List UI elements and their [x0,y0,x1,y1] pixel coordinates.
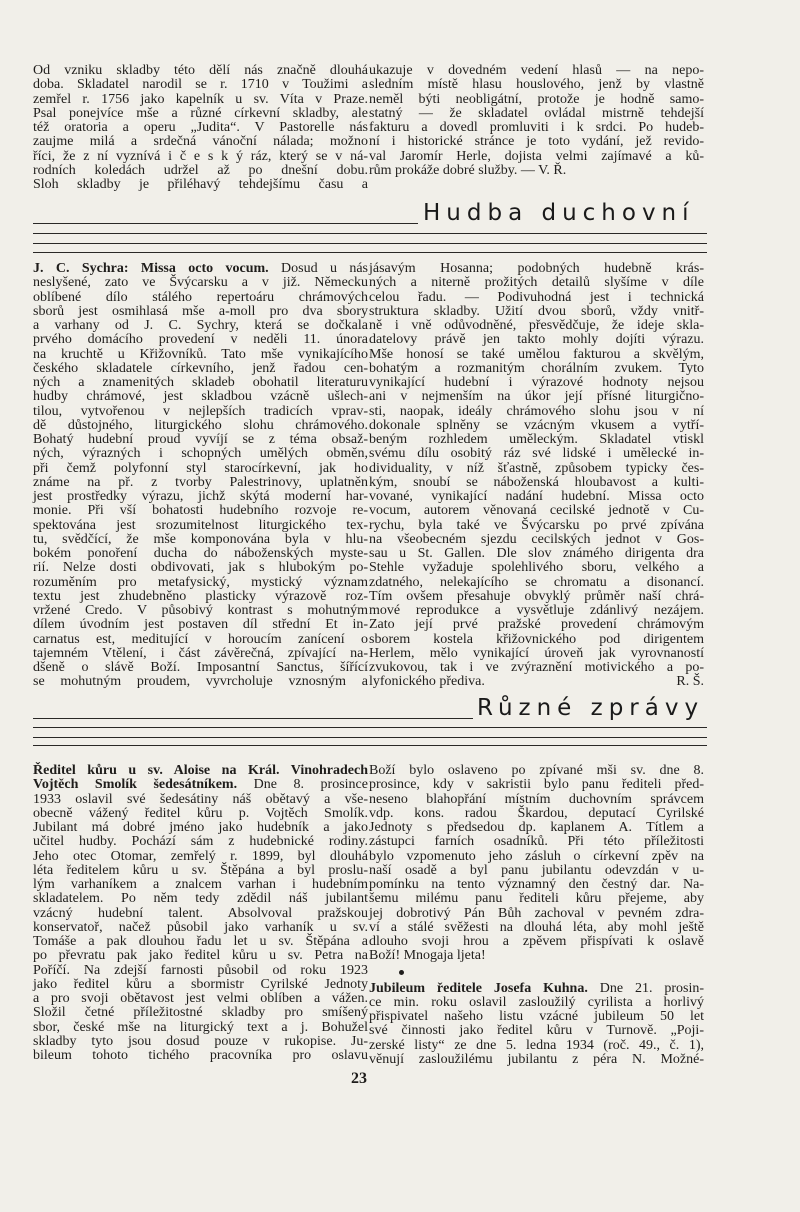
line-text: vržené Credo. V působivý kontrast s mohutným [33,603,368,618]
section-heading-ruzne-zpravy: Různé zprávy [477,695,705,721]
line-text: Sloh skladby je přiléhavý tehdejšímu času a [33,177,368,192]
text-line [33,93,368,107]
line-text: ukazuje v dovedném vedení hlasů — na nepo- [369,63,704,78]
top-right-column [369,64,704,178]
line-text: bileum tohoto tichého pracovníka pro oslavu [33,1048,368,1063]
line-text: sti, naopak, ideály chrámového slohu jsou v ní [369,403,704,419]
line-text: skladatelem. Po něm tedy zdědil náš jubilant [33,891,368,907]
line-text: zástupci farních osadníků. Při této příležitosti [369,834,704,850]
line-text: rychu, byla také ve Švýcarsku po prvé zpívána [369,517,704,533]
text-line [369,633,704,647]
line-text: sau u St. Gallen. Dle slov známého dirigenta dra [369,546,704,561]
top-left-column [33,64,368,192]
text-line [33,547,368,561]
line-text: Stehle vyžaduje spolehlivého sboru, velkého a [369,560,704,576]
line-text: Dne 8. prosince [237,777,368,793]
line-text: vynikající hudební i výrazové hodnoty nejsou [369,375,704,390]
text-line [369,590,704,604]
line-text: sledním místě hlasu houslového, jenž by vlastně [369,77,704,93]
line-text: se mohutným proudem, vyvrcholuje vznosným a [33,674,368,690]
line-text: zemřel r. 1756 jako kapelník u sv. Víta v Praze. [33,91,368,107]
line-text: carnatus est, meditující v horoucím zanícení o [33,631,368,647]
text-line [369,935,704,949]
line-text: beným rozhledem uměleckým. Skladatel vtiskl [369,432,704,447]
news-right-column [369,764,704,1067]
heading-rule [33,233,707,234]
text-line [369,547,704,561]
text-line [369,262,704,276]
line-text: Poříčí. Na zdejší farnosti působil od roku 1923 [33,962,368,978]
text-line [33,476,368,490]
text-line [33,807,368,821]
line-text: ce min. roku oslavil zasloužilý cyrilista a horlivý [369,994,704,1010]
text-line [33,764,368,778]
news-left-column [33,764,368,1063]
line-text: Složil četné příležitostné skladby pro smíšený [33,1005,368,1021]
line-text: tu, svědčící, že mše komponována byla v hlu- [33,531,368,547]
line-text: dlouho svoji hrou a zpěvem přispívati k oslavě [369,934,704,949]
line-text: jej dobrotivý Pán Bůh zachoval v pevném zdra- [369,905,704,921]
line-text: též oratoria a operu „Judita“. V Pastorelle nás [33,120,368,135]
text-line [369,305,704,319]
text-line [33,964,368,978]
text-line [369,892,704,906]
paragraph [369,982,704,1068]
text-line [33,276,368,290]
page-number: 23 [351,1070,367,1087]
text-line [33,319,368,333]
line-text: neseno blahopřání místním duchovním správcem [369,791,704,807]
line-text: Jubilant má dobré jméno jako hudebník a jako [33,820,368,835]
text-line [369,982,704,996]
heading-rule [33,243,707,244]
text-line [369,107,704,121]
text-line [33,921,368,935]
text-line [369,462,704,476]
text-line [33,675,368,689]
text-line [33,661,368,675]
line-text: tilou, vytvořenou v nejlepších tradicích vprav- [33,403,368,419]
text-line [369,519,704,533]
text-line [33,850,368,864]
text-line [33,362,368,376]
line-text: Boží bylo oslaveno po zpívané mši sv. dne 8. [369,763,704,778]
text-line [33,835,368,849]
line-text: Zato její prvé pražské provedení chrámovým [369,617,704,633]
line-text: českého skladatele církevního, jenž řadou cen- [33,360,368,376]
line-text: vdp. kons. radou Škardou, deputací Cyrilské [369,805,704,821]
line-text: Bohatý hudební proud vyvíjí se z téma obsaž- [33,432,368,447]
line-text: mové reprodukce a vysvětluje zdánlivý nezájem. [369,603,704,618]
line-text: šemu milému panu řediteli kůru přejeme, aby [369,891,704,907]
line-text: zerské listy“ ze dne 5. ledna 1934 (roč. 49., č. 1), [369,1037,704,1053]
heading-rule [33,718,473,719]
text-line [33,935,368,949]
line-text: ví a stálé svěžesti na dlouhá léta, aby mohl ještě [369,919,704,935]
text-line [33,1006,368,1020]
text-line [369,764,704,778]
line-text: Tím ovšem přesahuje obvyklý průměr naší chrá- [369,588,704,604]
text-line [33,778,368,792]
line-text: Od vzniku skladby této dělí nás značně dlouhá [33,63,368,78]
text-line [369,333,704,347]
text-line [33,892,368,906]
text-line [369,405,704,419]
line-text: léta ředitelem kůru u sv. Štěpána a byl proslu- [33,862,368,878]
text-line [369,864,704,878]
article-title: Jubileum ředitele Josefa Kuhna. [369,980,588,996]
text-line [369,390,704,404]
article-title: Ředitel kůru u sv. Aloise na Král. Vinohradech [33,763,368,778]
line-text: bylo vzpomenuto jeho zásluh o církevní zpěv na [369,848,704,864]
text-line [33,590,368,604]
line-text: doba. Skladatel narodil se r. 1710 v Toužimi a [33,77,368,93]
line-text: a pro svoji obětavost jest velmi oblíben a vážen. [33,991,368,1006]
text-line [33,1049,368,1063]
text-line [369,778,704,792]
text-line [33,907,368,921]
text-line [33,121,368,135]
line-text: Boží! Mnogaja ljeta! [369,948,486,964]
bullet-icon [399,970,404,975]
text-line [369,490,704,504]
text-line [369,604,704,618]
line-text: při čemž polyfonní styl starocírkevní, jak ho [33,460,368,476]
line-text: prvého domácího provedení v neděli 11. února [33,332,368,348]
line-text: vocum, autorem věnovaná cecilské jednotě v Cu- [369,503,704,519]
text-line [369,1053,704,1067]
text-line [33,291,368,305]
line-text: dílem úvodním jest postaven díl střední Et in- [33,617,368,633]
text-line [369,647,704,661]
text-line [33,618,368,632]
text-line [33,405,368,419]
text-line [369,1039,704,1053]
line-text: vzácný hudební talent. Absolvoval pražskou [33,905,368,921]
text-line [369,576,704,590]
paragraph [369,764,704,964]
text-line [369,996,704,1010]
text-line [33,633,368,647]
text-line [33,490,368,504]
text-line [369,835,704,849]
line-text: oblíbené dílo stálého repertoáru chrámových [33,289,368,305]
line-text: spektována jest srozumitelnost liturgického tex- [33,517,368,533]
line-text: ani v nejmenším na úkor její přísné liturgično- [369,389,704,405]
text-line [369,121,704,135]
text-line [369,675,704,689]
line-text: zaujme milá a srdečná vánoční nálada; možno [33,134,368,150]
text-line [33,135,368,149]
line-text: Tomáše a pak dlouhou řadu let u sv. Štěpána a [33,934,368,949]
text-line [369,447,704,461]
text-line [33,419,368,433]
line-text: říci, že z ní vyznívá i č e s k ý ráz, který se v ná- [33,148,368,164]
heading-rule [33,737,707,738]
line-text: val Jaromír Herle, dojista velmi zajímavé a ků- [369,148,704,164]
text-line [369,291,704,305]
paragraph [369,262,704,690]
text-line [33,348,368,362]
text-line [369,661,704,675]
line-text: neměl býti neobligátní, protože je hodně samo- [369,91,704,107]
text-line [33,533,368,547]
text-line [33,878,368,892]
line-text: jako ředitel kůru a sbormistr Cyrilské Jednoty [33,976,368,992]
line-text: a varhany od J. C. Sychry, která se dočkala [33,318,368,333]
text-line [33,1035,368,1049]
text-line [369,1010,704,1024]
text-line [33,447,368,461]
line-text: skladby tyto jsou dosud pouze v rukopise. Ju- [33,1033,368,1049]
line-text: vované, vynikající nadání hudební. Missa octo [369,489,704,504]
text-line [33,949,368,963]
line-text: datelovy právě jen takto mohly dojíti výrazu. [369,332,704,348]
line-text: zdatného, nelekajícího se chromatu a disonancí. [369,574,704,590]
text-line [369,1024,704,1038]
text-line [369,276,704,290]
line-text: dividuality, v níž šťastně, způsobem typicky čes- [369,460,704,476]
line-text: svému dílu osobitý ráz své lidské i umělecké in- [369,446,704,462]
text-line [369,878,704,892]
line-text: lyfonického přediva. [369,674,485,690]
text-line [33,576,368,590]
line-text: ných, výrazných i schopných umělých obměn, [33,446,368,462]
line-text: konservatoř, načež působil jako varhaník u sv. [33,919,368,935]
line-text: tajemném Vtělení, i část závěrečná, zpívající na- [33,645,368,661]
line-text: sbor, české mše na liturgický text a j. Bohužel [33,1019,368,1035]
line-text: známe na př. z tvorby Palestrinovy, uplatněn [33,474,368,490]
line-text: ných a niterně prožitých detailů slyšíme v díle [369,275,704,291]
text-line [369,78,704,92]
line-text: obecně vážený ředitel kůru p. Vojtěch Smolík. [33,805,368,821]
line-text: rům prokáže dobré služby. — V. Ř. [369,162,567,178]
text-line [369,533,704,547]
line-text: na všeobecném sjezdu cecilských jednot v Gos- [369,531,704,547]
line-text: bohatým a rozmanitým chorálním zvukem. Tyto [369,360,704,376]
text-line [369,821,704,835]
text-line [33,305,368,319]
line-text: přispivatel našeho listu vzácné jubileum 50 let [369,1009,704,1024]
text-line [33,150,368,164]
text-line [33,864,368,878]
text-line [369,476,704,490]
paragraph [33,262,368,690]
text-line [369,618,704,632]
text-line [33,164,368,178]
text-line [369,949,704,963]
text-line [33,604,368,618]
paragraph [369,64,704,178]
text-line [369,150,704,164]
line-text: monie. Při vší bohatosti hudebního rozvoje re- [33,503,368,519]
text-line [369,561,704,575]
heading-rule [33,252,707,253]
line-text: struktura skladby. Užití dvou sborů, vždy vnitř- [369,303,704,319]
line-text: učitel hudby. Pochází sám z hudebnické rodiny. [33,834,368,850]
line-text: Herlem, mělo vynikající úroveň jak vyrovnaností [369,645,704,661]
sychra-right-column [369,262,704,690]
text-line [369,793,704,807]
text-line [33,390,368,404]
text-line [369,504,704,518]
line-text: rií. Nelze dosti obdivovati, jak s hlubokým po- [33,560,368,576]
article-title: Vojtěch Smolík šedesátníkem. [33,777,238,793]
text-line [33,376,368,390]
text-line [33,647,368,661]
text-line [33,978,368,992]
line-text: ně i vně odůvodněné, přesvědčuje, že ideje skla- [369,318,704,333]
text-line [369,419,704,433]
line-text: textu jest zhudebněno plasticky výrazově roz- [33,588,368,604]
line-text: Jednoty s předsedou dp. kaplanem A. Títlem a [369,820,704,835]
text-line [369,93,704,107]
line-text: fakturu a dovedl promluviti i k srdci. Po hudeb- [369,120,704,135]
text-line [369,850,704,864]
line-text: Dne 21. prosin- [587,980,704,996]
line-text: věnují zasloužilému jubilantu z péra N. Možné- [369,1051,704,1067]
line-text: pomínku na tento významný den čestný dar. Na- [369,877,704,892]
text-line [33,78,368,92]
line-text: dšeně o slávě Boží. Imposantní Sanctus, šířící [33,660,368,675]
article-title: J. C. Sychra: Missa octo vocum. [33,261,269,276]
heading-rule [33,727,707,728]
text-line [369,921,704,935]
text-line [33,561,368,575]
text-line [33,433,368,447]
line-text: celou řadu. — Podivuhodná jest i technická [369,289,704,305]
section-heading-hudba-duchovni: Hudba duchovní [423,200,695,226]
paragraph [33,64,368,192]
text-line [33,519,368,533]
line-text: Jeho otec Otomar, zemřelý r. 1899, byl dlouhá [33,848,368,864]
text-line [369,433,704,447]
line-text: jásavým Hosanna; podobných hudebně krás- [369,261,704,276]
line-text: neslyšené, zato ve Švýcarsku a v již. Německu [33,275,368,291]
text-line [369,807,704,821]
line-text: Dosud u nás [268,261,368,276]
author-signature: R. Š. [676,674,704,690]
text-line [33,107,368,121]
line-text: sborem kostela křižovnického pod dirigentem [369,631,704,647]
line-text: na kruchtě u Křižovníků. Tato mše vynikajícího [33,346,368,362]
line-text: rodních koledách udržel až po dnešní dobu. [33,162,368,178]
line-text: ní i historické stránce je toto vydání, jež revido- [369,134,704,150]
line-text: naší osadě a byl panu jubilantu odevzdán v u- [369,862,704,878]
text-line [33,1021,368,1035]
text-line [369,64,704,78]
line-text: kým, snoubí se náboženská hloubavost a kulti- [369,474,704,490]
text-line [369,319,704,333]
line-text: statný — že skladatel ovládal mistrně tehdejší [369,105,704,121]
text-line [33,333,368,347]
text-line [369,362,704,376]
text-line [369,376,704,390]
text-line [369,135,704,149]
line-text: dě důstojného, liturgického slohu chrámového. [33,417,368,433]
line-text: hudby chrámové, jest skladbou vzácně ušlech- [33,389,368,405]
line-text: své činnosti jako ředitel kůru v Turnově. „Poji- [369,1023,704,1039]
heading-rule [33,223,418,224]
line-text: zvukovou, tak i ve zvýraznění motivického a po- [369,660,704,675]
text-line [369,348,704,362]
line-text: 1933 oslavil své šedesátiny náš obětavý a vše- [33,791,368,807]
line-text: jest prostředky výrazu, jichž skýtá moderní har- [33,489,368,504]
text-line [33,462,368,476]
paragraph [33,764,368,1063]
line-text: po převratu pak jako ředitel kůru u sv. Petra na [33,948,368,964]
text-line [33,178,368,192]
line-text: ných a znamenitých skladeb obohatil literaturu [33,375,368,390]
text-line [33,992,368,1006]
text-line [33,793,368,807]
line-text: sborů jest osmihlasá mše a-moll pro dva sbory [33,303,368,319]
line-text: rozuměním pro metafysický, mystický význam [33,574,368,590]
line-text: Mše honosí se také umělou fakturou a skvělým, [369,346,704,362]
text-line [369,907,704,921]
line-text: bokém ponoření ducha do náboženských myste- [33,546,368,561]
line-text: lým varhaníkem a znalcem varhan i hudebním [33,877,368,892]
text-line [369,164,704,178]
line-text: prosince, kdy v sakristii bylo panu řediteli před- [369,777,704,793]
text-line [33,64,368,78]
heading-rule [33,745,707,746]
line-text: Psal ponejvíce mše a různé církevní skladby, ale [33,105,368,121]
text-line [33,504,368,518]
sychra-left-column [33,262,368,690]
text-line [33,821,368,835]
line-text: dokonale splněny se vzácným vkusem a vytří- [369,417,704,433]
